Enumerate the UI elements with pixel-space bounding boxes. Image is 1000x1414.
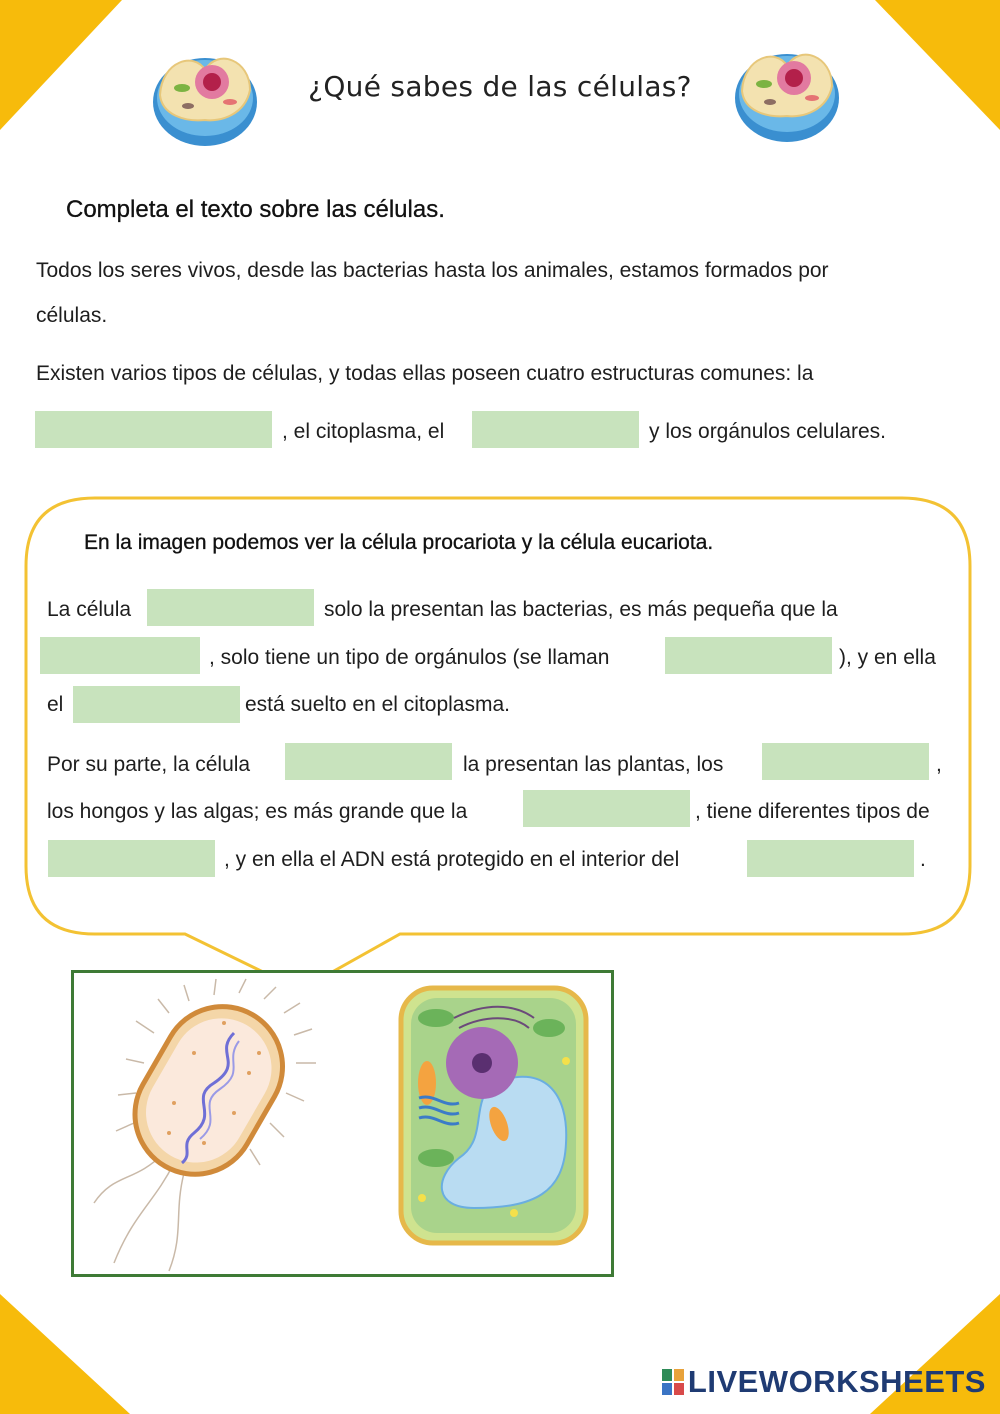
logo-text: LIVEWORKSHEETS bbox=[687, 1364, 986, 1399]
section-heading-image: En la imagen podemos ver la célula procariota y la célula eucariota. bbox=[84, 531, 714, 554]
paragraph-text: Por su parte, la célula bbox=[47, 753, 251, 776]
answer-field-5[interactable] bbox=[665, 637, 832, 674]
answer-field-10[interactable] bbox=[48, 840, 215, 877]
section-heading-complete-text: Completa el texto sobre las células. bbox=[66, 196, 445, 223]
paragraph-text: , el citoplasma, el bbox=[282, 420, 445, 443]
paragraph-text: solo la presentan las bacterias, es más pequeña que la bbox=[324, 598, 838, 621]
cells-image-frame bbox=[71, 970, 614, 1277]
answer-field-11[interactable] bbox=[747, 840, 914, 877]
paragraph-text: , tiene diferentes tipos de bbox=[695, 800, 930, 823]
paragraph-text: los hongos y las algas; es más grande que la bbox=[47, 800, 468, 823]
paragraph-text: y los orgánulos celulares. bbox=[649, 420, 886, 443]
paragraph-line: células. bbox=[36, 304, 108, 327]
paragraph-text: . bbox=[920, 848, 926, 871]
paragraph-line: Existen varios tipos de células, y todas ellas poseen cuatro estructuras comunes: la bbox=[36, 362, 814, 385]
answer-field-4[interactable] bbox=[40, 637, 200, 674]
paragraph-text: , y en ella el ADN está protegido en el interior del bbox=[224, 848, 680, 871]
answer-field-3[interactable] bbox=[147, 589, 314, 626]
liveworksheets-logo bbox=[662, 1364, 986, 1400]
paragraph-line: Todos los seres vivos, desde las bacterias hasta los animales, estamos formados por bbox=[36, 259, 829, 282]
eukaryotic-plant-cell-illustration bbox=[401, 988, 586, 1243]
answer-field-6[interactable] bbox=[73, 686, 240, 723]
paragraph-text: está suelto en el citoplasma. bbox=[245, 693, 510, 716]
answer-field-9[interactable] bbox=[523, 790, 690, 827]
page-title: ¿Qué sabes de las células? bbox=[308, 70, 692, 103]
paragraph-text: La célula bbox=[47, 598, 132, 621]
paragraph-text: , bbox=[936, 753, 942, 776]
prokaryotic-cell-illustration bbox=[94, 979, 316, 1271]
answer-field-7[interactable] bbox=[285, 743, 452, 780]
corner-decoration-bottom-left bbox=[0, 1294, 135, 1414]
live-badge-icon bbox=[662, 1369, 684, 1395]
paragraph-text: ), y en ella bbox=[839, 646, 936, 669]
paragraph-text: la presentan las plantas, los bbox=[463, 753, 724, 776]
answer-field-8[interactable] bbox=[762, 743, 929, 780]
paragraph-text: el bbox=[47, 693, 64, 716]
paragraph-text: , solo tiene un tipo de orgánulos (se llaman bbox=[209, 646, 610, 669]
